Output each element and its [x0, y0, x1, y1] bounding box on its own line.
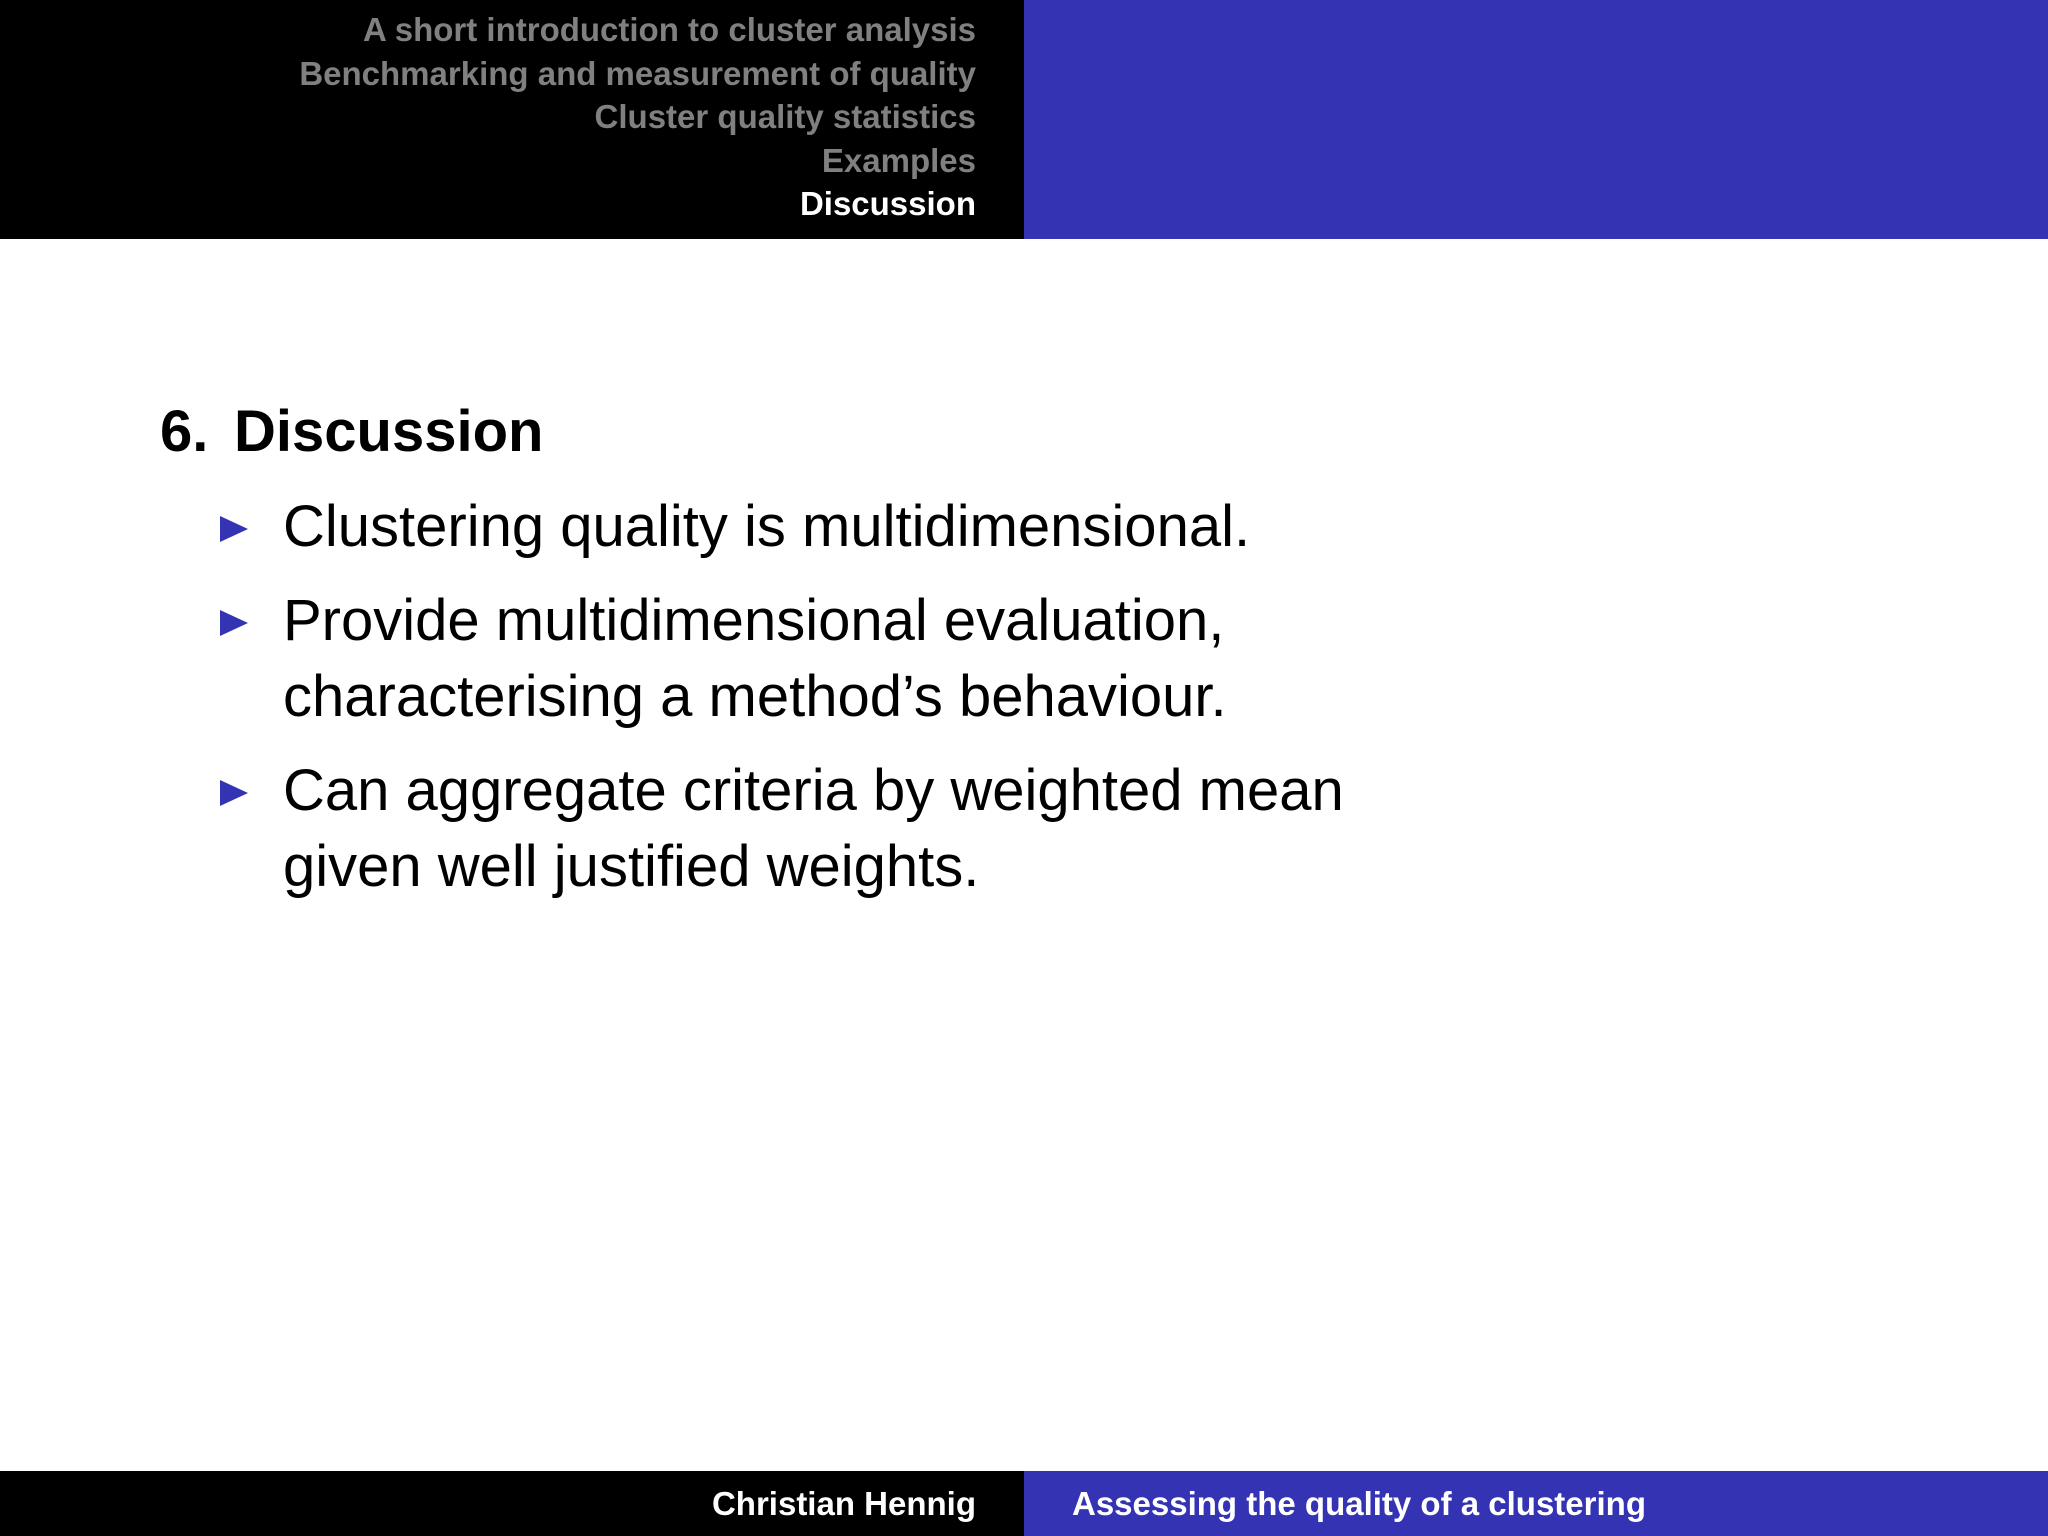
section-number: 6.: [160, 399, 209, 464]
nav-item-quality-statistics[interactable]: Cluster quality statistics: [594, 98, 976, 136]
bullet-text-line: characterising a method’s behaviour.: [283, 664, 1227, 729]
footer-presentation-title: Assessing the quality of a clustering: [1024, 1471, 2048, 1536]
slide-header: [0, 0, 2048, 239]
bullet-list: [220, 489, 1520, 923]
nav-item-introduction[interactable]: A short introduction to cluster analysis: [362, 11, 976, 48]
triangle-right-icon: [220, 516, 248, 542]
triangle-right-icon: [220, 610, 248, 636]
section-heading: [160, 397, 543, 467]
nav-item-discussion[interactable]: Discussion: [799, 185, 976, 223]
triangle-right-icon: [220, 780, 248, 806]
bullet-item: [220, 489, 1520, 565]
slide-footer: [0, 1471, 2048, 1536]
footer-author: Christian Hennig: [0, 1471, 1024, 1536]
bullet-text-line: Provide multidimensional evaluation,: [283, 588, 1225, 653]
nav-item-examples[interactable]: Examples: [821, 141, 976, 179]
bullet-text-line: Clustering quality is multidimensional.: [283, 494, 1251, 559]
section-title: Discussion: [234, 399, 544, 464]
section-navigation: [0, 0, 1024, 239]
bullet-item: [220, 583, 1520, 735]
bullet-text-line: Can aggregate criteria by weighted mean: [283, 758, 1344, 823]
nav-item-benchmarking[interactable]: Benchmarking and measurement of quality: [299, 54, 976, 92]
header-accent-panel: [1024, 0, 2048, 239]
bullet-item: [220, 753, 1520, 905]
bullet-text-line: given well justified weights.: [283, 834, 980, 899]
slide-body: [0, 239, 2048, 1471]
